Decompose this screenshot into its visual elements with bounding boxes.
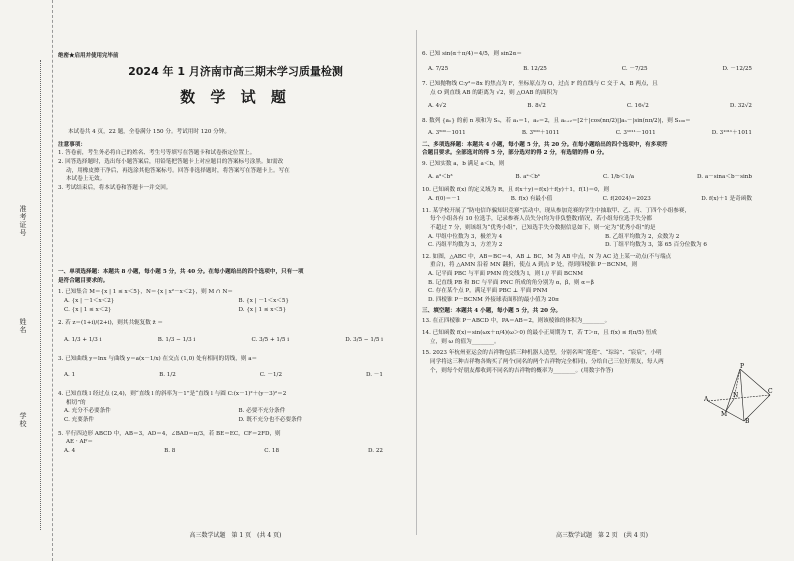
option: A. 7/25 (428, 65, 449, 72)
option: D. 丁组平均数为 3，第 65 百分位数为 6 (605, 242, 707, 249)
question-6: 6. 已知 sin(α＋π/4)＝4/5，则 sin2α＝ (422, 51, 522, 57)
option: A. 充分不必要条件 (64, 408, 111, 415)
option: A. 3⁵⁰⁰－1011 (428, 129, 466, 136)
option: B. 8 (164, 447, 176, 454)
option: C. 存在某个点 P，满足平面 PBC ⊥ 平面 PNM (428, 288, 548, 295)
question-11-options (422, 233, 782, 250)
option: C. －1/2 (259, 372, 282, 379)
option: C. 16√2 (626, 102, 649, 109)
option: C. f(2024)＝2023 (602, 195, 651, 202)
name-label: 姓名 (19, 318, 27, 334)
question-4-options (58, 407, 413, 424)
question-11-cont: 不超过 7 分，则该组为“优秀小组”，已知选手失分数据信息如下，则一定为“优秀小组”的是 (430, 224, 656, 231)
option: C. 18 (264, 447, 280, 454)
option: D. {x | 1 ≤ x＜5} (238, 306, 287, 313)
question-9: 9. 已知实数 a，b 满足 a＜b，则 (422, 160, 505, 167)
question-8: 8. 数列 {aₙ} 的前 n 项和为 Sₙ，若 a₁＝1，a₂＝2，且 aₙ₊₂＝[2＋|cos(nπ/2)|]aₙ－|sin(nπ/2)|，则 S₁₀₀＝ (422, 118, 691, 125)
edge-AC (708, 395, 770, 401)
option: B. 8√2 (527, 102, 546, 109)
option: C. {x | 1 ≤ x＜2} (64, 306, 112, 313)
option: D. a－sina＜b－sinb (696, 173, 752, 180)
notice-title: 注意事项： (58, 141, 86, 148)
question-12-cont: 重合)，将 △AMN 沿着 MN 翻折，使点 A 到点 P 处，得到四棱锥 P－BCNM，则 (430, 262, 638, 269)
option: A. f(0)＝－1 (428, 195, 461, 202)
cut-line (40, 60, 41, 530)
option: C. 3¹⁰¹¹－1011 (615, 129, 656, 136)
option: D. 22 (368, 447, 383, 454)
question-1: 1. 已知集合 M＝{x | 1 ≤ x＜5}，N＝{x | x²－x＜2}，则 M ∩ N＝ (58, 289, 233, 296)
option: A. {x | －1＜x＜2} (64, 297, 115, 304)
question-8-options (422, 129, 782, 138)
question-1-options (58, 297, 413, 314)
secret-mark: 绝密★启用并使用完毕前 (58, 53, 119, 59)
option: B. 乙组平均数为 2，众数为 2 (605, 233, 680, 240)
question-3: 3. 已知曲线 y＝lnx 与曲线 y＝a(x－1/x) 在交点 (1,0) 处有相同的切线，则 a＝ (58, 355, 258, 362)
question-11: 11. 某学校开展了“防电信诈骗知识竞赛”活动中，现从参加竞赛的学生中抽取甲、乙、丙、丁四个小组参赛， (422, 207, 691, 214)
option: A. 1/3 + 1/3 i (64, 336, 102, 343)
option: B. {x | －1＜x＜5} (238, 297, 289, 304)
question-7: 7. 已知抛物线 C:y²＝8x 的焦点为 F，坐标原点为 O，过点 F 的直线与 C 交于 A，B 两点，且 (422, 81, 658, 88)
question-10: 10. 已知函数 f(x) 的定义域为 R，且 f(x＋y)＝f(x)＋f(y)＋1，f(1)＝0，则 (422, 187, 609, 194)
option: D. 3/5 − 1/5 i (345, 336, 383, 343)
option: B. 3⁵⁰⁰＋1011 (521, 129, 560, 136)
question-2: 2. 若 z＝(1+i)/(2+i)，则其共轭复数 z̄ ＝ (58, 320, 163, 327)
option: A. 4 (64, 447, 76, 454)
page-1 (58, 0, 413, 561)
question-7-cont: 点 O 到直线 AB 的距离为 √2，则 △OAB 的面积为 (430, 89, 558, 96)
edge-PC (740, 369, 770, 395)
option: B. 12/25 (523, 65, 547, 72)
option: B. aᵃ＜bᵇ (515, 173, 541, 180)
question-12: 12. 如图，△ABC 中，AB＝BC＝4，AB ⊥ BC，M 为 AB 中点，N 为 AC 边上某一动点(不与端点 (422, 253, 672, 260)
question-11-cont: 每个小组各有 10 位选手，记录参赛人员失分(均为非负整数)情况，若小组每位选手失分都 (430, 216, 653, 223)
option: D. 既不充分也不必要条件 (238, 416, 303, 423)
label-C: C (768, 388, 773, 395)
question-4: 4. 已知直线 l 经过点 (2,4)，则“直线 l 的斜率为－1”是“直线 l 与圆 C:(x－1)²＋(y－3)²＝2 (58, 390, 287, 397)
option: D. 四棱锥 P－BCNM 外接球表面积的最小值为 20π (428, 297, 559, 304)
option: B. 1/3 − 1/3 i (157, 336, 196, 343)
option: A. 甲组中位数为 3，极差为 4 (428, 233, 503, 240)
label-N: N (733, 392, 739, 399)
option: D. 3¹⁰¹¹＋1011 (711, 129, 752, 136)
question-3-options (58, 371, 413, 380)
option: D. 32√2 (729, 102, 752, 109)
question-9-options (422, 173, 782, 182)
option: C. 充要条件 (64, 416, 95, 423)
binding-margin (0, 0, 53, 561)
note-line: 1. 答卷前，考生务必将自己的姓名、考生号等填写在答题卡和试卷指定位置上。 (58, 150, 256, 157)
option: B. 记直线 PB 和 BC 与平面 PNC 所成的角分别为 α，β，则 α＝β (428, 279, 594, 286)
question-15-cont: 同学将这三种吉祥物各购买了两个(同名的两个吉祥物完全相同)，分给自己三位好朋友，每人两 (430, 359, 664, 366)
section-heading: 二、多项选择题：本题共 4 小题，每小题 5 分，共 20 分。在每小题给出的四个选项中，有多项符 (422, 141, 668, 148)
question-4-cont: 相切”的 (66, 399, 86, 406)
option: A. a³＜b³ (428, 173, 453, 180)
page-2 (422, 0, 782, 561)
geometry-figure (704, 363, 774, 423)
question-7-options (422, 102, 782, 111)
page-footer: 高三数学试题 第 1 页 (共 4 页) (189, 532, 282, 539)
option: C. 1/b＜1/a (603, 173, 635, 180)
option: A. 4√2 (428, 102, 447, 109)
question-5-options (58, 447, 413, 456)
edge-PB (740, 369, 744, 421)
note-line: 本试卷上无效。 (66, 176, 106, 183)
section-heading: 合题目要求。全部选对的得 5 分，部分选对的得 2 分，有选错的得 0 分。 (422, 150, 608, 157)
question-12-options (422, 270, 698, 305)
label-A: A (704, 396, 709, 403)
question-14: 14. 已知函数 f(x)＝sin(ωx＋π/4)(ω＞0) 的最小正周期为 T，若 T＞π，且 f(x) ≤ f(π/5) 恒成 (422, 330, 657, 337)
option: B. f(x) 有最小值 (510, 195, 553, 202)
section-heading: 是符合题目要求的。 (58, 277, 109, 284)
option: C. －7/25 (621, 65, 648, 72)
option: D. －12/25 (722, 65, 752, 72)
label-P: P (740, 363, 745, 370)
question-13: 13. 在正四棱锥 P－ABCD 中，PA＝AB＝2，则该棱锥的体积为________。 (422, 318, 611, 325)
question-15-cont: 个，则每个好朋友都收到不同名的吉祥物的概率为________。(用数字作答) (430, 367, 614, 374)
page-footer: 高三数学试题 第 2 页 (共 4 页) (556, 532, 648, 539)
edge-MN (726, 399, 734, 411)
note-line: 3. 考试结束后，将本试卷和答题卡一并交回。 (58, 184, 172, 191)
school-label: 学校 (19, 412, 27, 428)
question-5-cont: AE · AF＝ (66, 439, 93, 446)
exam-number-label: 准考证号 (19, 205, 27, 237)
option: D. f(x)＋1 是奇函数 (701, 195, 752, 202)
intro-line: 本试卷共 4 页，22 题，全卷满分 150 分。考试用时 120 分钟。 (68, 129, 230, 135)
option: C. 3/5 + 1/5 i (251, 336, 289, 343)
section-single-choice (58, 268, 413, 456)
question-14-cont: 立，则 ω 的值为________。 (430, 338, 500, 345)
intro-block (58, 128, 413, 193)
option: B. 1/2 (159, 372, 176, 379)
subject-title: 数 学 试 题 (180, 88, 291, 106)
exam-title: 2024 年 1 月济南市高三期末学习质量检测 (128, 65, 343, 78)
option: A. 记平面 PBC 与平面 PMN 的交线为 l，则 l // 平面 BCNM (428, 271, 584, 278)
option: D. －1 (365, 372, 383, 379)
question-10-options (422, 195, 782, 204)
question-6-options (422, 65, 782, 74)
section-heading: 一、单项选择题：本题共 8 小题，每小题 5 分，共 40 分。在每小题给出的四个选项中，只有一项 (58, 269, 304, 275)
note-line: 2. 回答选择题时，选出每小题答案后，用铅笔把答题卡上对应题目的答案标号涂黑。如需改 (58, 158, 284, 165)
questions-6-15 (422, 50, 782, 375)
question-15: 15. 2023 年杭州亚运会的吉祥物包括三种机器人造型，分别名叫“莲莲”、“琮琮”、“宸宸”，小明 (422, 350, 662, 357)
edge-PM (726, 369, 740, 411)
option: B. 必要不充分条件 (238, 408, 286, 415)
option: A. 1 (64, 372, 76, 379)
page-divider (416, 30, 417, 535)
note-line: 动，用橡皮擦干净后，再选涂其他答案标号。回答非选择题时，将答案写在答题卡上。写在 (66, 167, 290, 174)
question-5: 5. 平行四边形 ABCD 中，AB＝3，AD＝4，∠BAD＝π/3，若 BE＝EC，CF＝2FD，则 (58, 430, 281, 437)
label-M: M (721, 411, 728, 418)
option: C. 丙组平均数为 3，方差为 2 (428, 242, 503, 249)
question-2-options (58, 336, 413, 345)
section-heading: 三、填空题：本题共 4 小题，每小题 5 分，共 20 分。 (422, 307, 562, 314)
label-B: B (745, 418, 750, 423)
